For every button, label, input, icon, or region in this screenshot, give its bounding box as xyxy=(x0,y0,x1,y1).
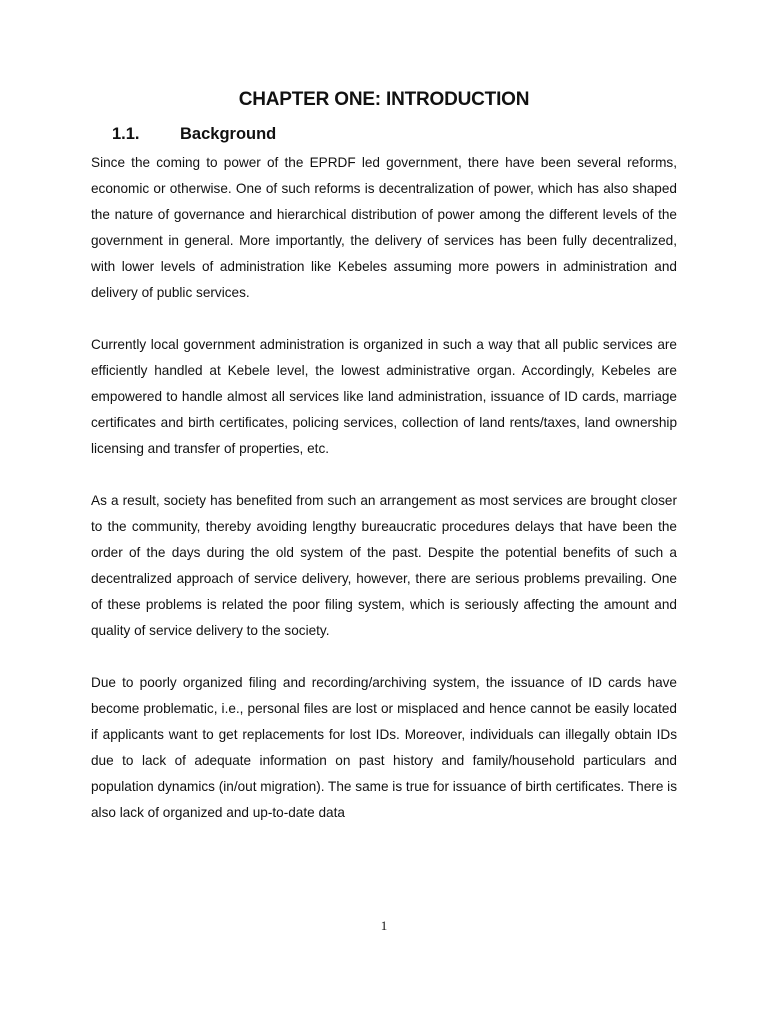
page-number: 1 xyxy=(380,918,388,933)
paragraph-4: Due to poorly organized filing and recording/archiving system, the issuance of ID cards have become problematic, i.e., personal files are lost or misplaced and hence cannot be easily located if applicants want to get replacements for lost IDs. Moreover, individuals can illegally obtain IDs due to lack of adequate information on past history and family/household particulars and population dynamics (in/out migration). The same is true for issuance of birth certificates. There is also lack of organized and up-to-date data xyxy=(91,675,677,820)
section-heading xyxy=(112,125,276,144)
section-number: 1.1. xyxy=(112,125,140,143)
paragraph-1: Since the coming to power of the EPRDF led government, there have been several reforms, economic or otherwise. One of such reforms is decentralization of power, which has also shaped the nature of governance and hierarchical distribution of power among the different levels of the government in general. More importantly, the delivery of services has been fully decentralized, with lower levels of administration like Kebeles assuming more powers in administration and delivery of public services. xyxy=(91,155,677,300)
section-title: Background xyxy=(180,125,277,143)
paragraph-2: Currently local government administration is organized in such a way that all public services are efficiently handled at Kebele level, the lowest administrative organ. Accordingly, Kebeles are empowered to handle almost all services like land administration, issuance of ID cards, marriage certificates and birth certificates, policing services, collection of land rents/taxes, land ownership licensing and transfer of properties, etc. xyxy=(91,337,677,456)
body-text xyxy=(91,150,677,852)
paragraph-3: As a result, society has benefited from such an arrangement as most services are brought closer to the community, thereby avoiding lengthy bureaucratic procedures delays that have been the order of the days during the old system of the past. Despite the potential benefits of such a decentralized approach of service delivery, however, there are serious problems prevailing. One of these problems is related the poor filing system, which is seriously affecting the amount and quality of service delivery to the society. xyxy=(91,493,677,638)
chapter-title: CHAPTER ONE: INTRODUCTION xyxy=(238,89,530,110)
